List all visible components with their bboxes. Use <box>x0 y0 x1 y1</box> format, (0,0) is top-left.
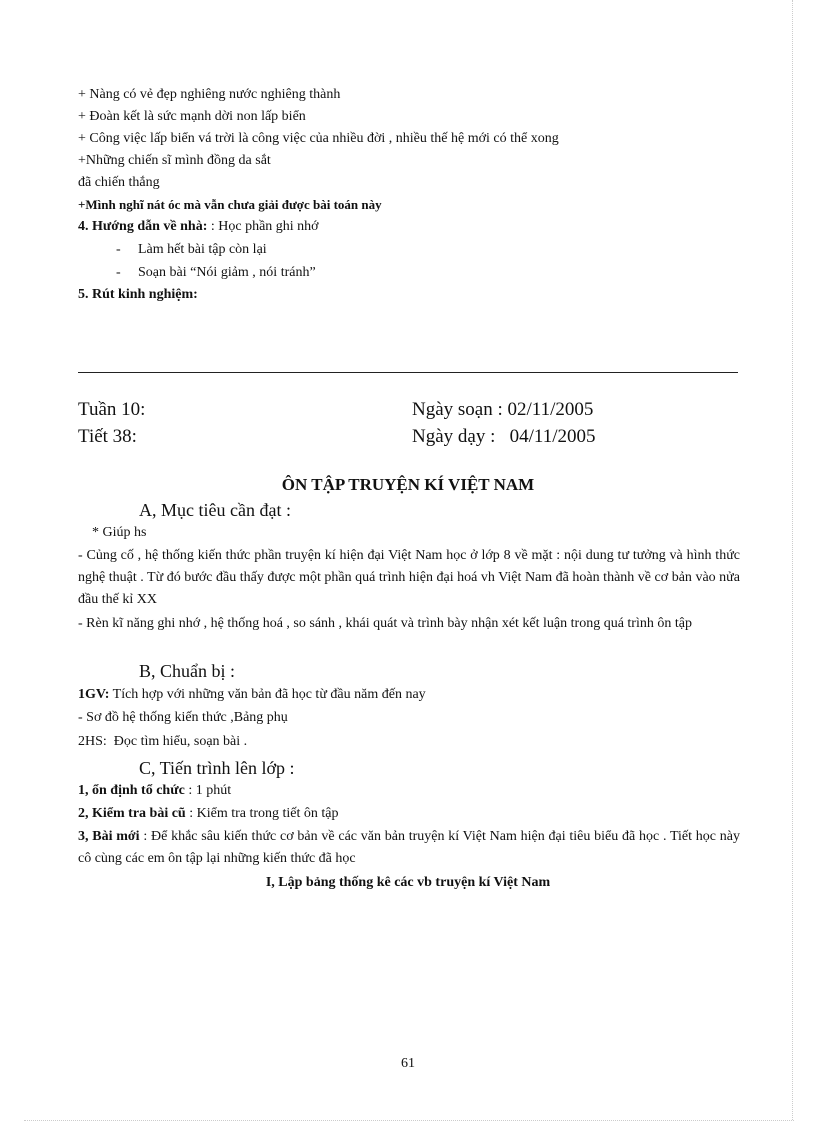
section-b-line-2: - Sơ đồ hệ thống kiến thức ,Bảng phụ <box>78 710 288 725</box>
hs-label: 2HS: <box>78 734 107 749</box>
homework-line <box>78 218 319 236</box>
lesson-label: Tiết 38: <box>78 426 137 447</box>
section-a-heading: A, Mục tiêu cần đạt : <box>139 500 291 520</box>
section-c-item-1 <box>78 782 231 800</box>
item-3-label: 3, Bài mới <box>78 829 140 844</box>
example-line-3: + Công việc lấp biển vá trời là công việc của nhiều đời , nhiều thế hệ mới có thể xong <box>78 131 559 146</box>
homework-item-1-dash: - <box>116 242 121 257</box>
item-1-text: : 1 phút <box>184 783 232 798</box>
example-line-1: + Nàng có vẻ đẹp nghiêng nước nghiêng thành <box>78 87 341 102</box>
separator-rule <box>78 372 738 373</box>
page-number: 61 <box>401 1056 415 1071</box>
section-b-heading: B, Chuẩn bị : <box>139 661 236 681</box>
example-line-5: đã chiến thắng <box>78 175 160 190</box>
section-c-item-3 <box>78 826 740 870</box>
item-2-label: 2, Kiểm tra bài cũ <box>78 806 186 821</box>
section-c-item-2 <box>78 805 339 823</box>
gv-label: 1GV: <box>78 687 110 702</box>
experience-label: 5. Rút kinh nghiệm: <box>78 287 198 302</box>
section-a-paragraph-1: - Củng cố , hệ thống kiến thức phần truyện kí hiện đại Việt Nam học ở lớp 8 về mặt : nội dung tư tưởng và hình thức nghệ thuật . Từ đó bước đầu thấy được một phần quá trình hiện đại hoá vh Việt Nam đã hoàn thành về cơ bản vào nửa đầu thế kỉ XX <box>78 548 740 607</box>
section-b-hs-line <box>78 733 247 751</box>
section-a-sub: * Giúp hs <box>92 525 147 540</box>
prep-date: Ngày soạn : 02/11/2005 <box>412 399 594 420</box>
bottom-dotted-border <box>24 1120 794 1121</box>
homework-item-2: Soạn bài “Nói giảm , nói tránh” <box>138 265 316 280</box>
page-title: ÔN TẬP TRUYỆN KÍ VIỆT NAM <box>281 475 535 494</box>
table-heading: I, Lập bảng thống kê các vb truyện kí Việt Nam <box>265 875 551 890</box>
week-label: Tuần 10: <box>78 399 146 420</box>
item-1-label: 1, ổn định tổ chức <box>78 783 185 798</box>
hs-text: Đọc tìm hiểu, soạn bài . <box>106 734 248 749</box>
teach-date: Ngày dạy : 04/11/2005 <box>412 426 596 447</box>
section-a-paragraph-2: - Rèn kĩ năng ghi nhớ , hệ thống hoá , so sánh , khái quát và trình bày nhận xét kết luận trong quá trình ôn tập <box>78 616 692 631</box>
example-line-bold: +Mình nghĩ nát óc mà vẫn chưa giải được bài toán này <box>78 197 382 212</box>
homework-text: : Học phần ghi nhớ <box>207 219 319 234</box>
example-line-2: + Đoàn kết là sức mạnh dời non lấp biển <box>78 109 306 124</box>
section-c-heading: C, Tiến trình lên lớp : <box>139 758 295 778</box>
example-line-4: +Những chiến sĩ mình đồng da sắt <box>78 153 271 168</box>
homework-item-2-dash: - <box>116 265 121 280</box>
right-dotted-border <box>792 0 793 1120</box>
item-3-text: : Để khắc sâu kiến thức cơ bản về các văn bản truyện kí Việt Nam hiện đại tiêu biểu đã học . Tiết học này cô cùng các em ôn tập lại những kiến thức đã học <box>78 829 740 866</box>
item-2-text: : Kiểm tra trong tiết ôn tập <box>185 806 339 821</box>
homework-label: 4. Hướng dẫn về nhà: <box>78 219 208 234</box>
gv-text: Tích hợp với những văn bản đã học từ đầu năm đến nay <box>109 687 426 702</box>
section-b-gv-line <box>78 686 426 704</box>
homework-item-1: Làm hết bài tập còn lại <box>138 242 267 257</box>
